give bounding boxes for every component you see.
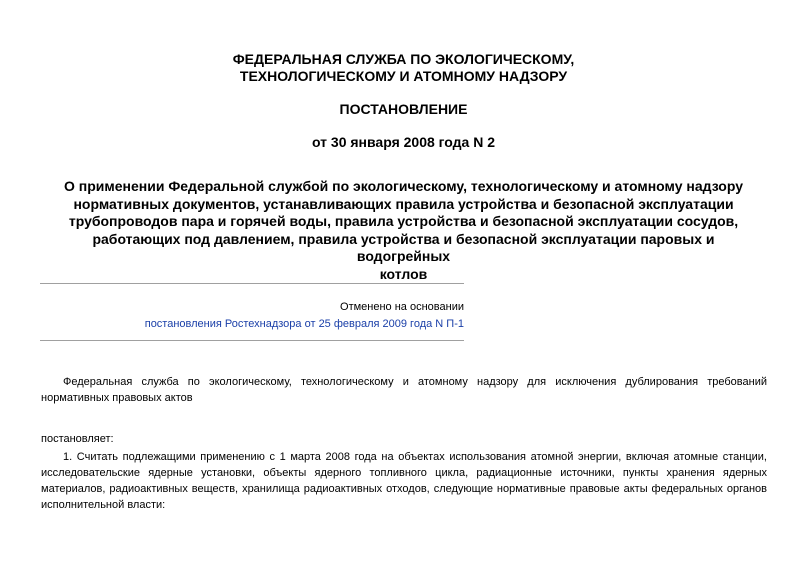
title-line-2: нормативных документов, устанавливающих правила устройства и безопасной эксплуатации — [73, 195, 734, 212]
divider-top — [40, 283, 464, 284]
annulment-label: Отменено на основании — [340, 301, 464, 313]
preamble-paragraph: Федеральная служба по экологическому, технологическому и атомному надзору для исключения дублирования требований нормативных правовых актов — [41, 376, 767, 404]
decree-word: постановляет: — [41, 433, 114, 445]
issuing-agency — [0, 51, 807, 85]
annulment-link[interactable]: постановления Ростехнадзора от 25 февраля 2009 года N П-1 — [144, 318, 464, 330]
document-type: ПОСТАНОВЛЕНИЕ — [339, 101, 468, 117]
title-line-3: трубопроводов пара и горячей воды, правила устройства и безопасной эксплуатации сосудов, — [68, 213, 739, 229]
document-date: от 30 января 2008 года N 2 — [311, 134, 496, 150]
divider-bottom — [40, 340, 464, 341]
agency-line-2: ТЕХНОЛОГИЧЕСКОМУ И АТОМНОМУ НАДЗОРУ — [239, 68, 568, 84]
title-line-5: котлов — [379, 265, 428, 282]
clause-1-paragraph: 1. Считать подлежащими применению с 1 марта 2008 года на объектах использования атомной энергии, включая атомные станции, исследовательские ядерные установки, объекты ядерного топливного цикла, радиационные источники, пункты хранения ядерных материалов, радиоактивных веществ, хранилища радиоактивных отходов, следующие нормативные правовые акты федеральных органов исполнительной власти: — [41, 451, 767, 511]
title-line-1: О применении Федеральной службой по экологическому, технологическому и атомному надзору — [63, 178, 744, 194]
document-title — [45, 178, 762, 283]
title-line-4: работающих под давлением, правила устройства и безопасной эксплуатации паровых и водогрейных — [92, 230, 715, 264]
agency-line-1: ФЕДЕРАЛЬНАЯ СЛУЖБА ПО ЭКОЛОГИЧЕСКОМУ, — [232, 51, 575, 67]
